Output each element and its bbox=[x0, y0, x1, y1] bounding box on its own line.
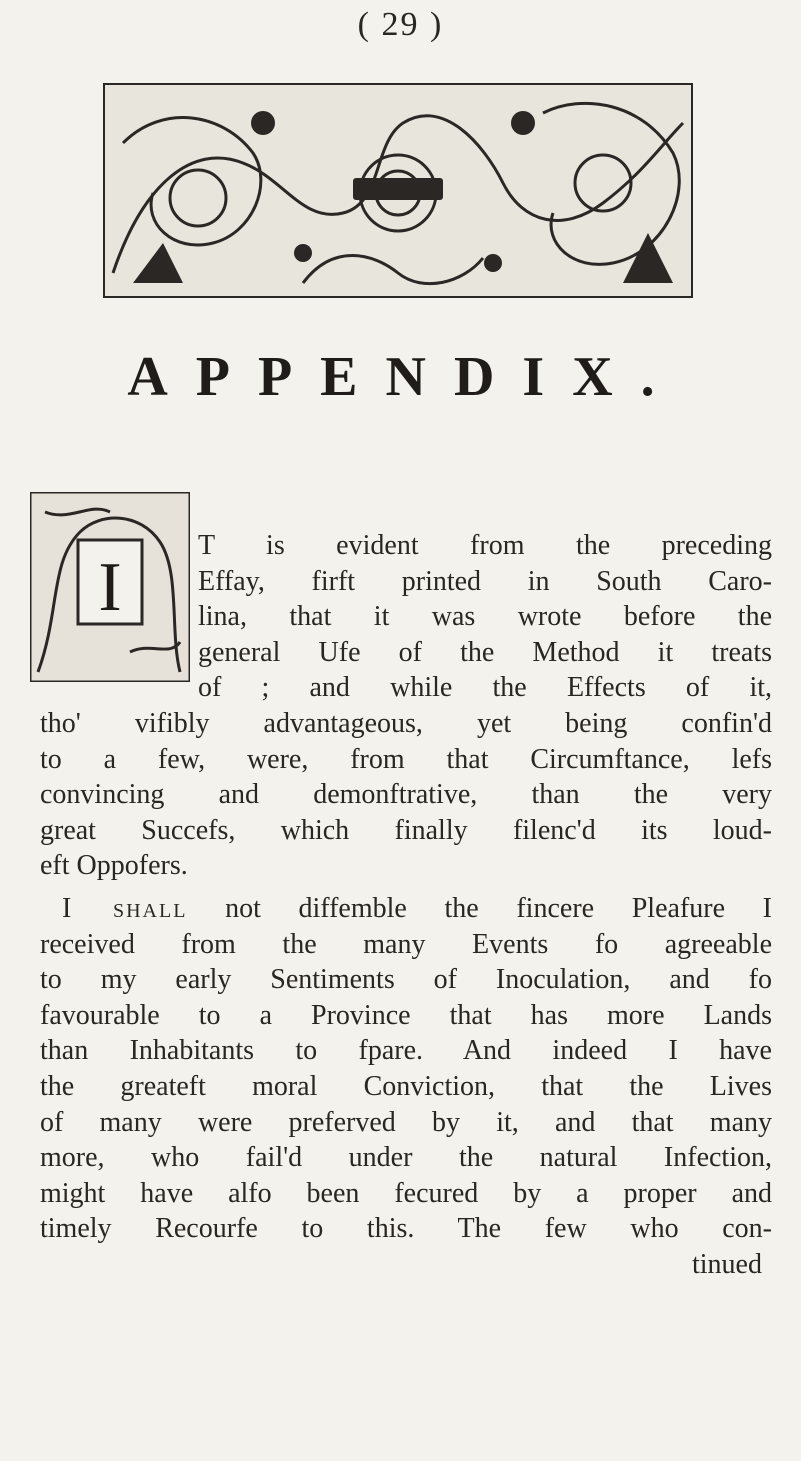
paragraph-1 bbox=[40, 528, 772, 884]
paragraph-2-lead: I shall bbox=[62, 893, 188, 924]
ornamental-headpiece bbox=[103, 83, 693, 298]
drop-cap-letter: I bbox=[98, 549, 122, 626]
section-title: APPENDIX. bbox=[127, 346, 683, 408]
paragraph-1-line: eft Oppofers. bbox=[40, 850, 188, 882]
paragraph-2 bbox=[40, 891, 772, 1283]
page-number: ( 29 ) bbox=[357, 6, 444, 43]
paragraph-2-line: might have alfo been fecured by a proper and bbox=[40, 1177, 772, 1209]
paragraph-2-line bbox=[40, 891, 772, 927]
paragraph-2-line: favourable to a Province that has more Lands bbox=[40, 999, 772, 1031]
paragraph-2-line: to my early Sentiments of Inoculation, and fo bbox=[40, 964, 772, 996]
paragraph-1-line: general Ufe of the Method it treats bbox=[198, 636, 772, 668]
paragraph-2-line-text: not diffemble the fincere Pleafure I bbox=[225, 893, 772, 924]
paragraph-1-line: to a few, were, from that Circumftance, lefs bbox=[40, 743, 772, 775]
paragraph-1-line: Effay, firft printed in South Caro- bbox=[198, 565, 772, 597]
paragraph-2-line: received from the many Events fo agreeable bbox=[40, 928, 772, 960]
paragraph-2-line: the greateft moral Conviction, that the Lives bbox=[40, 1070, 772, 1102]
catchword: tinued bbox=[692, 1248, 762, 1280]
paragraph-1-line: great Succefs, which finally filenc'd its loud- bbox=[40, 814, 772, 846]
paragraph-2-line: than Inhabitants to fpare. And indeed I have bbox=[40, 1035, 772, 1067]
paragraph-2-line: timely Recourfe to this. The few who con- bbox=[40, 1213, 772, 1245]
paragraph-2-line: of many were preferved by it, and that many bbox=[40, 1106, 772, 1138]
paragraph-1-line: convincing and demonftrative, than the very bbox=[40, 779, 772, 811]
paragraph-1-line: lina, that it was wrote before the bbox=[198, 601, 772, 633]
paragraph-1-line: tho' vifibly advantageous, yet being confin'd bbox=[40, 707, 772, 739]
paragraph-1-line: of ; and while the Effects of it, bbox=[198, 672, 772, 704]
paragraph-1-line: T is evident from the preceding bbox=[198, 530, 772, 561]
paragraph-2-line: more, who fail'd under the natural Infection, bbox=[40, 1142, 772, 1174]
